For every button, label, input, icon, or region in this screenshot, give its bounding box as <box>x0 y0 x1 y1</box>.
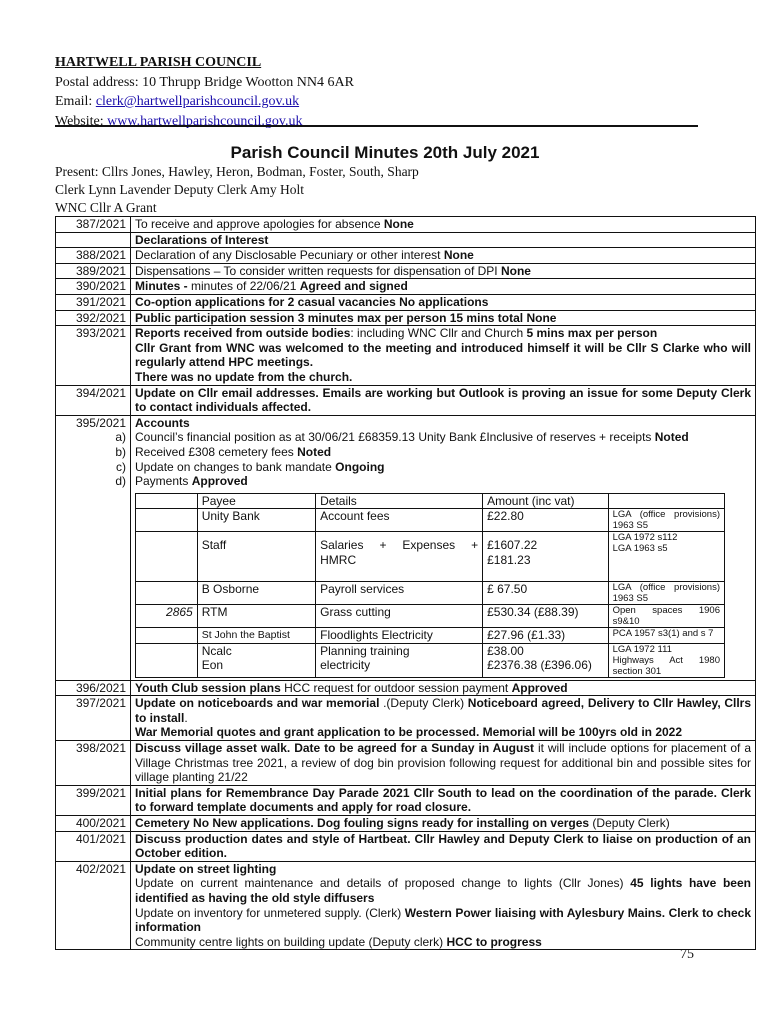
payment-num <box>136 582 198 605</box>
text-run: HCC request for outdoor session payment <box>280 680 512 695</box>
payment-details: Grass cutting <box>316 605 483 628</box>
minute-line <box>135 430 751 445</box>
payment-amount-line: £181.23 <box>487 552 531 567</box>
payment-num <box>136 628 198 644</box>
minute-row <box>56 326 756 385</box>
payment-num <box>136 509 198 532</box>
minute-ref: 387/2021 <box>56 217 131 233</box>
text-run: Community centre lights on building update (Deputy clerk) <box>135 934 447 949</box>
text-run-bold: . Dog fouling signs ready for installing on verges <box>310 816 590 831</box>
payments-table <box>135 493 725 678</box>
minute-ref: 396/2021 <box>56 680 131 696</box>
website-line <box>55 112 700 132</box>
minute-line: Update on street lighting <box>135 861 277 876</box>
text-run-bold: Approved <box>191 474 248 489</box>
minute-ref <box>56 415 131 680</box>
minute-ref: 400/2021 <box>56 816 131 832</box>
minute-text <box>131 263 756 279</box>
minute-line: Accounts <box>135 415 190 430</box>
minute-row <box>56 385 756 415</box>
minute-line: There was no update from the church. <box>135 369 353 384</box>
minute-ref: 393/2021 <box>56 326 131 385</box>
text-run-bold: Ongoing <box>335 459 385 474</box>
text-run-bold: None <box>500 263 531 278</box>
text-run-bold: Agreed and signed <box>299 279 408 294</box>
payment-amount: £530.34 (£88.39) <box>483 605 608 628</box>
minute-line <box>135 474 751 489</box>
minute-row <box>56 310 756 326</box>
page-title: Parish Council Minutes 20th July 2021 <box>230 143 540 162</box>
minute-ref: 402/2021 <box>56 861 131 950</box>
text-run: Declaration of any Disclosable Pecuniary or other interest <box>135 248 444 263</box>
payment-amount: £27.96 (£1.33) <box>483 628 608 644</box>
text-run-bold: Discuss village asset walk. Date to be agreed for a Sunday in August <box>135 741 534 756</box>
minute-ref: 392/2021 <box>56 310 131 326</box>
minute-ref: 401/2021 <box>56 831 131 861</box>
payment-payee: RTM <box>197 605 315 628</box>
minute-line: War Memorial quotes and grant application to be processed. Memorial will be 100yrs old in 2022 <box>135 725 683 740</box>
payment-amount: £22.80 <box>483 509 608 532</box>
letterhead <box>55 53 700 131</box>
website-link[interactable]: www.hartwellparishcouncil.gov.uk <box>107 113 303 129</box>
minute-row <box>56 680 756 696</box>
payment-amount-line: £1607.22 <box>487 538 538 553</box>
payment-num <box>136 643 198 677</box>
email-label: Email: <box>55 94 96 109</box>
minute-line <box>135 696 751 725</box>
header-divider <box>55 125 698 127</box>
payment-details: Planning training electricity <box>316 643 483 677</box>
text-run: Council’s financial position as at 30/06/21 £68359.13 Unity Bank £Inclusive of reserves + receipts <box>135 430 655 445</box>
text-run: Update on changes to bank mandate <box>135 459 336 474</box>
text-run: To receive and approve apologies for absence <box>135 217 384 231</box>
minute-ref: 388/2021 <box>56 248 131 264</box>
minute-line <box>135 935 751 950</box>
payment-amount <box>483 532 608 582</box>
payment-row <box>136 582 725 605</box>
council-name: HARTWELL PARISH COUNCIL <box>55 55 262 70</box>
minute-line <box>135 445 751 460</box>
payment-payee: B Osborne <box>197 582 315 605</box>
text-run: . <box>184 710 188 725</box>
page-number: 75 <box>680 947 694 962</box>
payment-note: LGA 1972 s112 LGA 1963 s5 <box>608 532 724 582</box>
text-run-bold: Western Power liaising with Aylesbury Mains. Clerk to check information <box>135 905 751 935</box>
minute-text <box>131 326 756 385</box>
payments-header-details: Details <box>316 493 483 509</box>
payment-note: LGA (office provisions) 1963 S5 <box>608 582 724 605</box>
minute-text <box>131 816 756 832</box>
payment-details: Salaries + Expenses + HMRC <box>316 532 483 582</box>
text-run-bold: Noted <box>654 430 689 445</box>
payment-details: Floodlights Electricity <box>316 628 483 644</box>
payments-header-row <box>136 493 725 509</box>
text-run-bold: 5 mins max per person <box>526 326 658 341</box>
payment-row <box>136 628 725 644</box>
text-run: Payments <box>135 474 192 489</box>
minute-row <box>56 696 756 741</box>
text-run-bold: Minutes - <box>135 279 191 294</box>
text-run: Received £308 cemetery fees <box>135 444 298 459</box>
minute-text <box>131 861 756 950</box>
present-cllrs: Present: Cllrs Jones, Hawley, Heron, Bodman, Foster, South, Sharp <box>55 164 419 179</box>
minute-ref <box>56 232 131 248</box>
email-line <box>55 92 700 112</box>
minute-subref: c) <box>116 459 126 474</box>
text-run-bold: 45 lights have been identified as having the old style diffusers <box>135 876 751 905</box>
text-run: .(Deputy Clerk) <box>379 696 468 711</box>
payment-note: LGA 1972 111 Highways Act 1980 section 301 <box>608 643 724 677</box>
payment-num <box>136 532 198 582</box>
minute-text <box>131 279 756 295</box>
minute-line <box>135 460 751 475</box>
payments-header-amount: Amount (inc vat) <box>483 493 608 509</box>
payment-amount: £38.00 £2376.38 (£396.06) <box>483 643 608 677</box>
minute-row <box>56 217 756 233</box>
minute-row <box>56 741 756 786</box>
text-run-bold: Reports received from outside bodies <box>135 326 351 341</box>
text-run-bold: Approved <box>511 680 568 695</box>
text-run: Update on inventory for unmetered supply. (Clerk) <box>135 905 405 920</box>
minute-row <box>56 861 756 950</box>
minute-subref: a) <box>115 430 126 445</box>
text-run-bold: Cemetery No New applications <box>135 816 311 831</box>
minute-subref: b) <box>115 444 126 459</box>
present-wnc: WNC Cllr A Grant <box>55 200 157 215</box>
payment-row <box>136 605 725 628</box>
payment-details: Account fees <box>316 509 483 532</box>
text-run: it will include options for placement of a Village Christmas tree 2021, a review of dog bin provision following request for additional bin and possible sites for village planting 21/22 <box>135 741 751 785</box>
text-run-bold: HCC to progress <box>446 934 542 949</box>
minutes-table <box>55 216 756 950</box>
minute-row <box>56 232 756 248</box>
text-run: minutes of 22/06/21 <box>191 279 300 294</box>
minute-line <box>135 326 751 341</box>
minute-text: Discuss production dates and style of Hartbeat. Cllr Hawley and Deputy Clerk to liaise on production of an October edition. <box>131 831 756 861</box>
payment-amount: £ 67.50 <box>483 582 608 605</box>
payment-note: Open spaces 1906 s9&10 <box>608 605 724 628</box>
minute-text <box>131 415 756 680</box>
minute-subref: d) <box>115 474 126 489</box>
minute-ref: 389/2021 <box>56 263 131 279</box>
minute-row <box>56 785 756 815</box>
text-run-bold: Noted <box>297 444 332 459</box>
minute-text <box>131 217 756 233</box>
text-run: Dispensations – To consider written requests for dispensation of DPI <box>135 263 501 278</box>
minute-text: Declarations of Interest <box>131 232 756 248</box>
minute-row <box>56 415 756 680</box>
minute-row <box>56 279 756 295</box>
present-clerks: Clerk Lynn Lavender Deputy Clerk Amy Holt <box>55 182 304 197</box>
minute-row <box>56 831 756 861</box>
minute-row <box>56 248 756 264</box>
minute-text <box>131 680 756 696</box>
payments-header-note <box>608 493 724 509</box>
minute-row <box>56 294 756 310</box>
payment-payee: St John the Baptist <box>197 628 315 644</box>
payments-num-header <box>136 493 198 509</box>
minute-ref: 399/2021 <box>56 785 131 815</box>
minute-ref: 398/2021 <box>56 741 131 786</box>
text-run: (Deputy Clerk) <box>589 816 670 831</box>
minute-text <box>131 696 756 741</box>
minute-text <box>131 741 756 786</box>
text-run: Update on current maintenance and details of proposed change to lights (Cllr Jones) <box>135 876 631 891</box>
payment-row <box>136 509 725 532</box>
payment-row <box>136 643 725 677</box>
minute-line: Cllr Grant from WNC was welcomed to the meeting and introduced himself it will be Cllr S Clarke who will regularly attend HPC meetings. <box>135 340 751 370</box>
minute-ref-main: 395/2021 <box>75 415 126 430</box>
minute-line <box>135 906 751 935</box>
payment-row <box>136 532 725 582</box>
minute-ref: 390/2021 <box>56 279 131 295</box>
minute-row <box>56 263 756 279</box>
postal-address: Postal address: 10 Thrupp Bridge Wootton NN4 6AR <box>55 74 354 90</box>
website-label: Website: <box>55 113 108 129</box>
minute-ref: 397/2021 <box>56 696 131 741</box>
text-run-bold: Update on noticeboards and war memorial <box>135 696 380 711</box>
text-run-bold: Youth Club session plans <box>135 680 281 695</box>
payment-payee: Unity Bank <box>197 509 315 532</box>
payment-note: PCA 1957 s3(1) and s 7 <box>608 628 724 644</box>
payment-note: LGA (office provisions) 1963 S5 <box>608 509 724 532</box>
minute-text <box>131 248 756 264</box>
text-run: : including WNC Cllr and Church <box>350 326 527 341</box>
payment-details: Payroll services <box>316 582 483 605</box>
payment-payee: Staff <box>197 532 315 582</box>
minute-ref: 391/2021 <box>56 294 131 310</box>
payment-num: 2865 <box>136 605 198 628</box>
payment-payee: Ncalc Eon <box>197 643 315 677</box>
minute-line <box>135 876 751 905</box>
minute-text: Co-option applications for 2 casual vacancies No applications <box>131 294 756 310</box>
text-run-bold: Noticeboard agreed, Delivery to Cllr Hawley, Cllrs to install <box>135 696 752 725</box>
minute-row <box>56 816 756 832</box>
email-link[interactable]: clerk@hartwellparishcouncil.gov.uk <box>95 94 300 109</box>
minute-text: Initial plans for Remembrance Day Parade 2021 Cllr South to lead on the coordination of the parade. Clerk to forward template documents and apply for road closure. <box>131 785 756 815</box>
payments-header-payee: Payee <box>197 493 315 509</box>
text-run-bold: None <box>383 217 414 231</box>
attendance <box>55 163 419 217</box>
minute-text: Update on Cllr email addresses. Emails are working but Outlook is proving an issue for some Deputy Clerk to contact individuals affected. <box>131 385 756 415</box>
text-run-bold: None <box>443 248 474 263</box>
minute-ref: 394/2021 <box>56 385 131 415</box>
minute-text: Public participation session 3 minutes max per person 15 mins total None <box>131 310 756 326</box>
